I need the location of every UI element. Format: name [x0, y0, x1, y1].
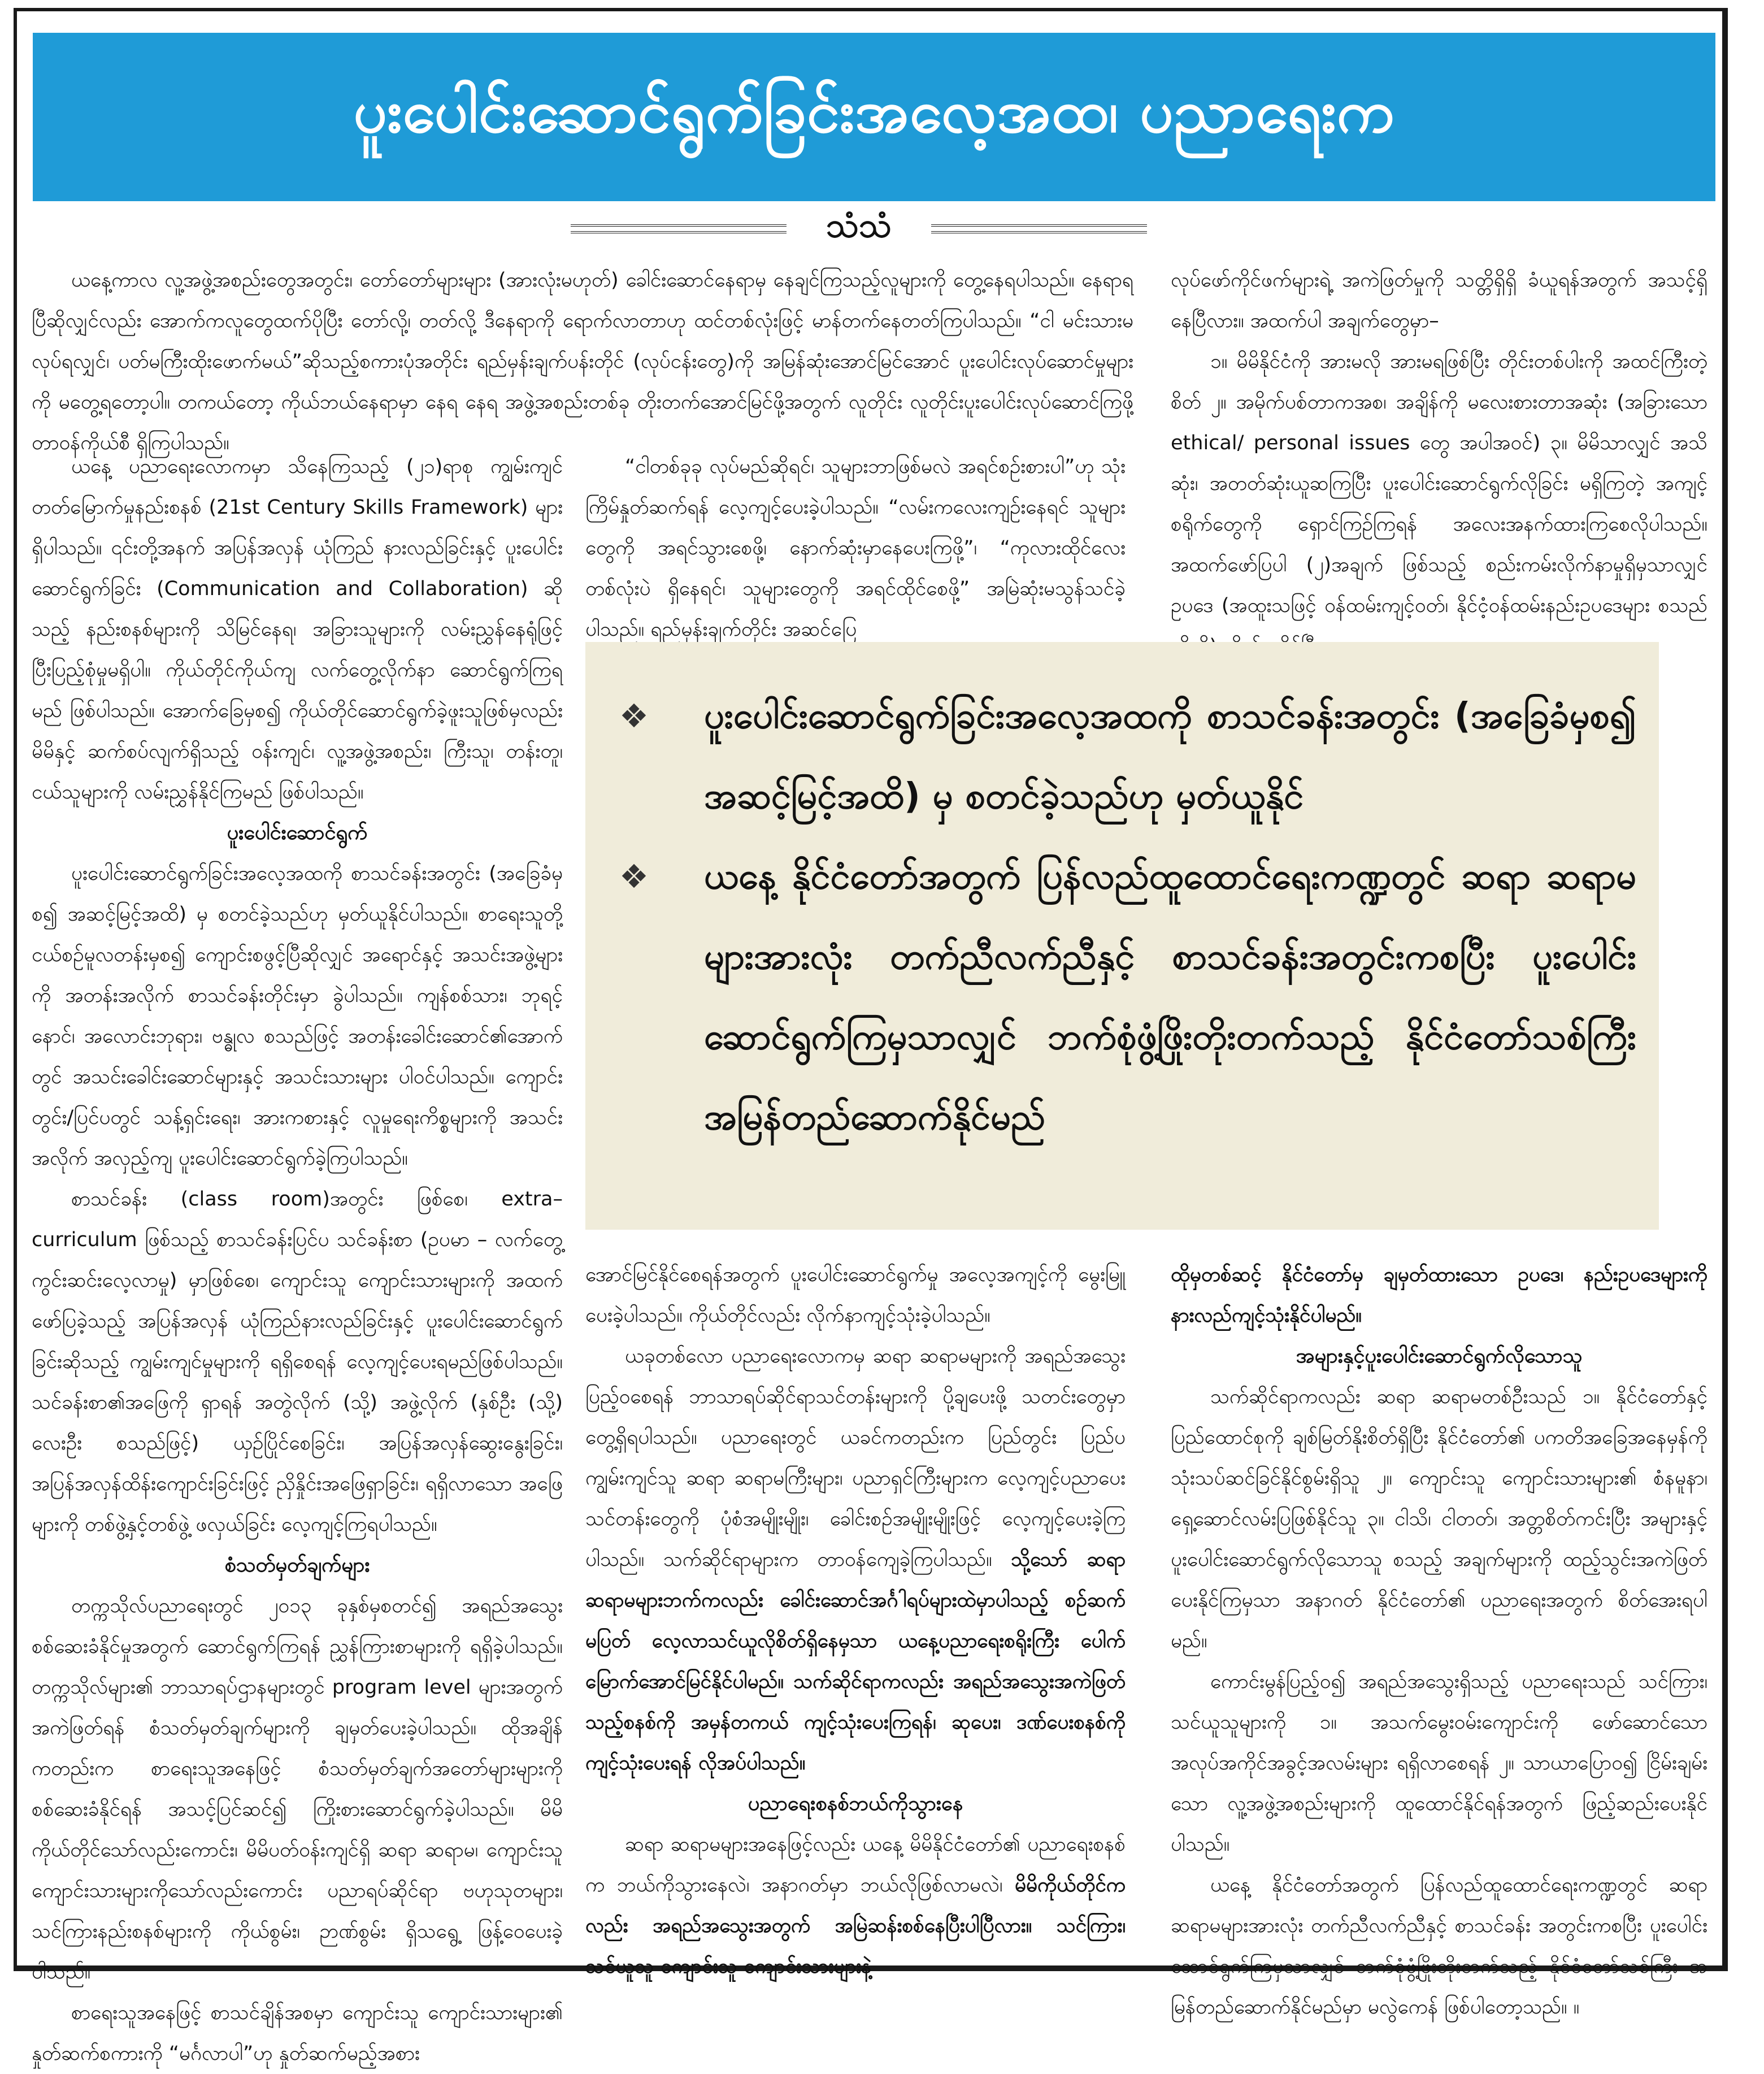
- section-heading: ပူးပေါင်းဆောင်ရွက်: [227, 821, 368, 844]
- section-heading: စံသတ်မှတ်ချက်များ: [224, 1554, 370, 1577]
- body-paragraph: တက္ကသိုလ်ပညာရေးတွင် ၂၀၁၃ ခုနှစ်မှစတင်၍ အရည်အသွေး စစ်ဆေးခံနိုင်မှုအတွက် ဆောင်ရွက်ကြရန် ညွှန်ကြားစာများကို ရရှိခဲ့ပါသည်။ တက္ကသိုလ်များ၏ ဘာသာရပ်ဌာနများတွင် program level များအတွက် အကဲဖြတ်ရန် စံသတ်မှတ်ချက်များကို ချမှတ်ပေးခဲ့ပါသည်။ ထိုအချိန်ကတည်းက စာရေးသူအနေဖြင့် စံသတ်မှတ်ချက်အတော်များများကို စစ်ဆေးခံနိုင်ရန် အသင့်ပြင်ဆင်၍ ကြိုးစားဆောင်ရွက်ခဲ့ပါသည်။ မိမိကိုယ်တိုင်သော်လည်းကောင်း၊ မိမိပတ်ဝန်းကျင်ရှိ ဆရာ ဆရာမ၊ ကျောင်းသူ ကျောင်းသားများကိုသော်လည်းကောင်း ပညာရပ်ဆိုင်ရာ ဗဟုသုတများ၊ သင်ကြားနည်းစနစ်များကို ကိုယ်စွမ်း၊ ဉာဏ်စွမ်း ရှိသရွေ့ ဖြန့်ဝေပေးခဲ့ပါသည်။: [32, 1595, 563, 1984]
- body-paragraph: လုပ်ဖော်ကိုင်ဖက်များရဲ့ အကဲဖြတ်မှုကို သတ္တိရှိရှိ ခံယူရန်အတွက် အသင့်ရှိနေပြီလား။ အထက်ပါ အချက်တွေမှာ–: [1171, 269, 1707, 332]
- right-top-column: [1171, 260, 1707, 667]
- byline-rule-left: [571, 224, 787, 233]
- title-banner: [33, 33, 1715, 201]
- section-heading: ပညာရေးစနစ်ဘယ်ကိုသွားနေ: [748, 1792, 963, 1815]
- diamond-bullet-icon: ❖: [619, 697, 649, 735]
- left-column: [32, 446, 563, 2074]
- pull-quote-item: ❖ ပူးပေါင်းဆောင်ရွက်ခြင်းအလေ့အထကို စာသင်ခန်းအတွင်း (အခြေခံမှစ၍ အဆင့်မြင့်အထိ) မှ စတင်ခဲ့သည်ဟု မှတ်ယူနိုင်: [619, 676, 1636, 836]
- intro-paragraph: [32, 260, 1133, 463]
- article-title: ပူးပေါင်းဆောင်ရွက်ခြင်းအလေ့အထ၊ ပညာရေးက: [353, 77, 1395, 146]
- body-paragraph: ယနေ့ကာလ လူ့အဖွဲ့အစည်းတွေအတွင်း၊ တော်တော်များများ (အားလုံးမဟုတ်) ခေါင်းဆောင်နေရာမှ နေချင်ကြသည့်လူများကို တွေ့နေရပါသည်။ နေရာရပြီဆိုလျှင်လည်း အောက်ကလူတွေထက်ပိုပြီး တော်လို့၊ တတ်လို့ ဒီနေရာကို ရောက်လာတာဟု ထင်တစ်လုံးဖြင့် မာန်တက်နေတတ်ကြပါသည်။ “ငါ မင်းသားမလုပ်ရလျှင်၊ ပတ်မကြီးထိုးဖောက်မယ်”ဆိုသည့်စကားပုံအတိုင်း ရည်မှန်းချက်ပန်းတိုင် (လုပ်ငန်းတွေ)ကို အမြန်ဆုံးအောင်မြင်အောင် ပူးပေါင်းလုပ်ဆောင်မှုများကို မတွေ့ရတော့ပါ။ တကယ်တော့ ကိုယ်ဘယ်နေရာမှာ နေရ နေရ အဖွဲ့အစည်းတစ်ခု တိုးတက်အောင်မြင်ဖို့အတွက် လူတိုင်း လူတိုင်းပူးပေါင်းလုပ်ဆောင်ကြဖို့ တာဝန်ကိုယ်စီ ရှိကြပါသည်။: [32, 269, 1133, 454]
- body-paragraph: ၁။ မိမိနိုင်ငံကို အားမလို အားမရဖြစ်ပြီး တိုင်းတစ်ပါးကို အထင်ကြီးတဲ့စိတ် ၂။ အမိုက်ပစ်တာကအစ၊ အချိန်ကို မလေးစားတာအဆုံး (အခြားသော ethical/ personal issues တွေ အပါအဝင်) ၃။ မိမိသာလျှင် အသိဆုံး၊ အတတ်ဆုံးယူဆကြပြီး ပူးပေါင်းဆောင်ရွက်လိုခြင်း မရှိကြတဲ့ အကျင့်စရိုက်တွေကို ရှောင်ကြဉ်ကြရန် အလေးအနက်ထားကြစေလိုပါသည်။ အထက်ဖော်ပြပါ (၂)အချက် ဖြစ်သည့် စည်းကမ်းလိုက်နာမှုရှိမှသာလျှင် ဥပဒေ (အထူးသဖြင့် ဝန်ထမ်းကျင့်ဝတ်၊ နိုင်ငံ့ဝန်ထမ်းနည်းဥပဒေများ စသည်: [1171, 350, 1707, 617]
- pull-quote-item: ❖ ယနေ့ နိုင်ငံတော်အတွက် ပြန်လည်ထူထောင်ရေးကဏ္ဍတွင် ဆရာ ဆရာမများအားလုံး တက်ညီလက်ညီနှင့် စာသင်ခန်းအတွင်းကစပြီး ပူးပေါင်းဆောင်ရွက်ကြမှသာလျှင် ဘက်စုံဖွံ့ဖြိုးတိုးတက်သည့် နိုင်ငံတော်သစ်ကြီး အမြန်တည်ဆောက်နိုင်မည်: [619, 836, 1636, 1157]
- body-paragraph: ယနေ့ နိုင်ငံတော်အတွက် ပြန်လည်ထူထောင်ရေးကဏ္ဍတွင် ဆရာ ဆရာမများအားလုံး တက်ညီလက်ညီနှင့် စာသင်ခန်း အတွင်းကစပြီး ပူးပေါင်းဆောင်ရွက်ကြမှသာလျှင် ဘက်စုံဖွံ့ဖြိုးတိုးတက်သည့် နိုင်ငံတော်သစ်ကြီး အမြန်တည်ဆောက်နိုင်မည်မှာ မလွဲကေန် ဖြစ်ပါတော့သည်။ ။: [1171, 1874, 1707, 2019]
- body-paragraph: “ငါတစ်ခုခု လုပ်မည်ဆိုရင်၊ သူများဘာဖြစ်မလဲ အရင်စဉ်းစားပါ”ဟု သုံးကြိမ်နှုတ်ဆက်ရန် လေ့ကျင့်ပေးခဲ့ပါသည်။ “လမ်းကလေးကျဉ်းနေရင် သူများတွေကို အရင်သွားစေဖို့၊ နောက်ဆုံးမှာနေပေးကြဖို့”၊ “ကုလားထိုင်လေးတစ်လုံးပဲ ရှိနေရင်၊ သူများတွေကို အရင်ထိုင်စေဖို့” အမြဲဆုံးမသွန်သင်ခဲ့ပါသည်။ ရည်မှန်းချက်တိုင်း အဆင်ပြေ: [585, 455, 1126, 641]
- body-paragraph: သက်ဆိုင်ရာကလည်း ဆရာ ဆရာမတစ်ဦးသည် ၁။ နိုင်ငံတော်နှင့် ပြည်ထောင်စုကို ချစ်မြတ်နိုးစိတ်ရှိပြီး နိုင်ငံတော်၏ ပကတိအခြေအနေမှန်ကို သုံးသပ်ဆင်ခြင်နိုင်စွမ်းရှိသူ ၂။ ကျောင်းသူ ကျောင်းသားများ၏ စံနမူနာ၊ ရှေ့ဆောင်လမ်းပြဖြစ်နိုင်သူ ၃။ ငါသိ၊ ငါတတ်၊ အတ္တစိတ်ကင်းပြီး အများနှင့်ပူးပေါင်းဆောင်ရွက်လိုသောသူ စသည့် အချက်များကို ထည့်သွင်းအကဲဖြတ်ပေးနိုင်ကြမှသာ အနာဂတ် နိုင်ငံတော်၏ ပညာရေးအတွက် စိတ်အေးရပါမည်။: [1171, 1386, 1707, 1652]
- diamond-bullet-icon: ❖: [619, 857, 649, 896]
- byline-rule-right: [931, 224, 1147, 233]
- body-paragraph: အောင်မြင်နိုင်စေရန်အတွက် ပူးပေါင်းဆောင်ရွက်မှု အလေ့အကျင့်ကို မွေးမြူပေးခဲ့ပါသည်။ ကိုယ်တိုင်လည်း လိုက်နာကျင့်သုံးခဲ့ပါသည်။: [585, 1264, 1126, 1327]
- middle-column: [585, 1255, 1126, 1987]
- right-column: [1171, 1255, 1707, 2028]
- body-paragraph: ယခုတစ်လော ပညာရေးလောကမှ ဆရာ ဆရာမများကို အရည်အသွေးပြည့်ဝစေရန် ဘာသာရပ်ဆိုင်ရာသင်တန်းများကို ပို့ချပေးဖို့ သတင်းတွေမှာ တွေ့ရှိရပါသည်။ ပညာရေးတွင် ယခင်ကတည်းက ပြည်တွင်း ပြည်ပ ကျွမ်းကျင်သူ ဆရာ ဆရာမကြီးများ၊ ပညာရှင်ကြီးများက လေ့ကျင့်ပညာပေးသင်တန်းတွေကို ပုံစံအမျိုးမျိုး၊ ခေါင်းစဉ်အမျိုးမျိုးဖြင့် လေ့ကျင့်ပေးခဲ့ကြပါသည်။ သက်ဆိုင်ရာများက တာဝန်ကျေခဲ့ကြပါသည်။ သို့သော် ဆရာ ဆရာမများဘက်ကလည်း ခေါင်းဆောင်အင်္ဂါရပ်များထဲမှာပါသည့် စဉ်ဆက်မပြတ် လေ့လာသင်ယူလိုစိတ်ရှိနေမှသာ ယနေ့ပညာရေးစရိုးကြီး ပေါက်မြောက်အောင်မြင်နိုင်ပါမည်။ သက်ဆိုင်ရာကလည်း အရည်အသွေးအကဲဖြတ်သည့်စနစ်ကို အမှန်တကယ် ကျင့်သုံးပေးကြရန်၊ ဆုပေး၊ ဒဏ်ပေးစနစ်ကို ကျင့်သုံးပေးရန် လိုအပ်ပါသည်။: [585, 1345, 1126, 1774]
- body-paragraph: ကောင်းမွန်ပြည့်ဝ၍ အရည်အသွေးရှိသည့် ပညာရေးသည် သင်ကြား၊ သင်ယူသူများကို ၁။ အသက်မွေးဝမ်းကျောင်းကို ဖော်ဆောင်သော အလုပ်အကိုင်အခွင့်အလမ်းများ ရရှိလာစေရန် ၂။ သာယာပြောဝ၍ ငြိမ်းချမ်းသော လူ့အဖွဲ့အစည်းများကို ထူထောင်နိုင်ရန်အတွက် ဖြည့်ဆည်းပေးနိုင်ပါသည်။: [1171, 1671, 1707, 1856]
- body-paragraph: ထိုမှတစ်ဆင့် နိုင်ငံတော်မှ ချမှတ်ထားသော ဥပဒေ၊ နည်းဥပဒေများကို နားလည်ကျင့်သုံးနိုင်ပါမည်။: [1171, 1264, 1707, 1327]
- byline: [571, 198, 1147, 260]
- body-paragraph: ယနေ့ ပညာရေးလောကမှာ သိနေကြသည့် (၂၁)ရာစု ကျွမ်းကျင်တတ်မြောက်မှုနည်းစနစ် (21st Century Skills Framework) များ ရှိပါသည်။ ၎င်းတို့အနက် အပြန်အလှန် ယုံကြည် နားလည်ခြင်းနှင့် ပူးပေါင်းဆောင်ရွက်ခြင်း (Communication and Collaboration) ဆိုသည့် နည်းစနစ်များကို သိမြင်နေရ၊ အခြားသူများကို လမ်းညွှန်နေရုံဖြင့် ပြီးပြည့်စုံမှုမရှိပါ။ ကိုယ်တိုင်ကိုယ်ကျ လက်တွေ့လိုက်နာ ဆောင်ရွက်ကြရမည် ဖြစ်ပါသည်။ အောက်ခြေမှစ၍ ကိုယ်တိုင်ဆောင်ရွက်ခဲ့ဖူးသူဖြစ်မှလည်း မိမိနှင့် ဆက်စပ်လျက်ရှိသည့် ဝန်းကျင်၊ လူ့အဖွဲ့အစည်း၊ ကြီးသူ၊ တန်းတူ၊ ငယ်သူများကို လမ်းညွှန်နိုင်ကြမည် ဖြစ်ပါသည်။: [32, 455, 563, 804]
- middle-top-column: [585, 446, 1126, 650]
- body-paragraph: စာရေးသူအနေဖြင့် စာသင်ချိန်အစမှာ ကျောင်းသူ ကျောင်းသားများ၏ နှုတ်ဆက်စကားကို “မင်္ဂလာပါ”ဟု နှုတ်ဆက်မည့်အစား: [32, 2002, 563, 2065]
- body-paragraph: ပူးပေါင်းဆောင်ရွက်ခြင်းအလေ့အထကို စာသင်ခန်းအတွင်း (အခြေခံမှစ၍ အဆင့်မြင့်အထိ) မှ စတင်ခဲ့သည်ဟု မှတ်ယူနိုင်ပါသည်။ စာရေးသူတို့ ငယ်စဉ်မူလတန်းမှစ၍ ကျောင်းစဖွင့်ပြီဆိုလျှင် အရောင်နှင့် အသင်းအဖွဲ့များကို အတန်းအလိုက် စာသင်ခန်းတိုင်းမှာ ခွဲပါသည်။ ကျန်စစ်သား၊ ဘုရင့်နောင်၊ အလောင်းဘုရား၊ ဗန္ဓုလ စသည်ဖြင့် အတန်းခေါင်းဆောင်၏အောက်တွင် အသင်းခေါင်းဆောင်များနှင့် အသင်းသားများ ပါဝင်ပါသည်။ ကျောင်းတွင်း/ပြင်ပတွင် သန့်ရှင်းရေး၊ အားကစားနှင့် လူမှုရေးကိစ္စများကို အသင်းအလိုက် အလှည့်ကျ ပူးပေါင်းဆောင်ရွက်ခဲ့ကြပါသည်။: [32, 862, 563, 1170]
- author-name: သံသံ: [826, 206, 892, 245]
- body-paragraph: စာသင်ခန်း (class room)အတွင်း ဖြစ်စေ၊ extra– curriculum ဖြစ်သည့် စာသင်ခန်းပြင်ပ သင်ခန်းစာ (ဥပမာ – လက်တွေ့ ကွင်းဆင်းလေ့လာမှု) မှာဖြစ်စေ၊ ကျောင်းသူ ကျောင်းသားများကို အထက်ဖော်ပြခဲ့သည့် အပြန်အလှန် ယုံကြည်နားလည်ခြင်းနှင့် ပူးပေါင်းဆောင်ရွက်ခြင်းဆိုသည့် ကျွမ်းကျင်မှုများကို ရရှိစေရန် လေ့ကျင့်ပေးရမည်ဖြစ်ပါသည်။ သင်ခန်းစာ၏အဖြေကို ရှာရန် အတွဲလိုက် (သို့) အဖွဲ့လိုက် (နှစ်ဦး (သို့) လေးဦး စသည်ဖြင့်) ယှဉ်ပြိုင်စေခြင်း၊ အပြန်အလှန်ဆွေးနွေးခြင်း၊ အပြန်အလှန်ထိန်းကျောင်းခြင်းဖြင့် ညှိနှိုင်းအဖြေရှာခြင်း၊ ရရှိလာသော အဖြေများကို တစ်ဖွဲ့နှင့်တစ်ဖွဲ့ ဖလှယ်ခြင်း လေ့ကျင့်ကြရပါသည်။: [32, 1188, 563, 1536]
- section-heading: အများနှင့်ပူးပေါင်းဆောင်ရွက်လိုသောသူ: [1296, 1344, 1583, 1368]
- pull-quote-box: [585, 642, 1659, 1230]
- body-paragraph: ဆရာ ဆရာမများအနေဖြင့်လည်း ယနေ့ မိမိနိုင်ငံတော်၏ ပညာရေးစနစ်က ဘယ်ကိုသွားနေလဲ၊ အနာဂတ်မှာ ဘယ်လိုဖြစ်လာမလဲ၊ မိမိကိုယ်တိုင်ကလည်း အရည်အသွေးအတွက် အမြဲဆန်းစစ်နေပြီးပါပြီလား။ သင်ကြား၊ သင်ယူသူ ကျောင်းသူ ကျောင်းသားများနဲ့: [585, 1833, 1126, 1978]
